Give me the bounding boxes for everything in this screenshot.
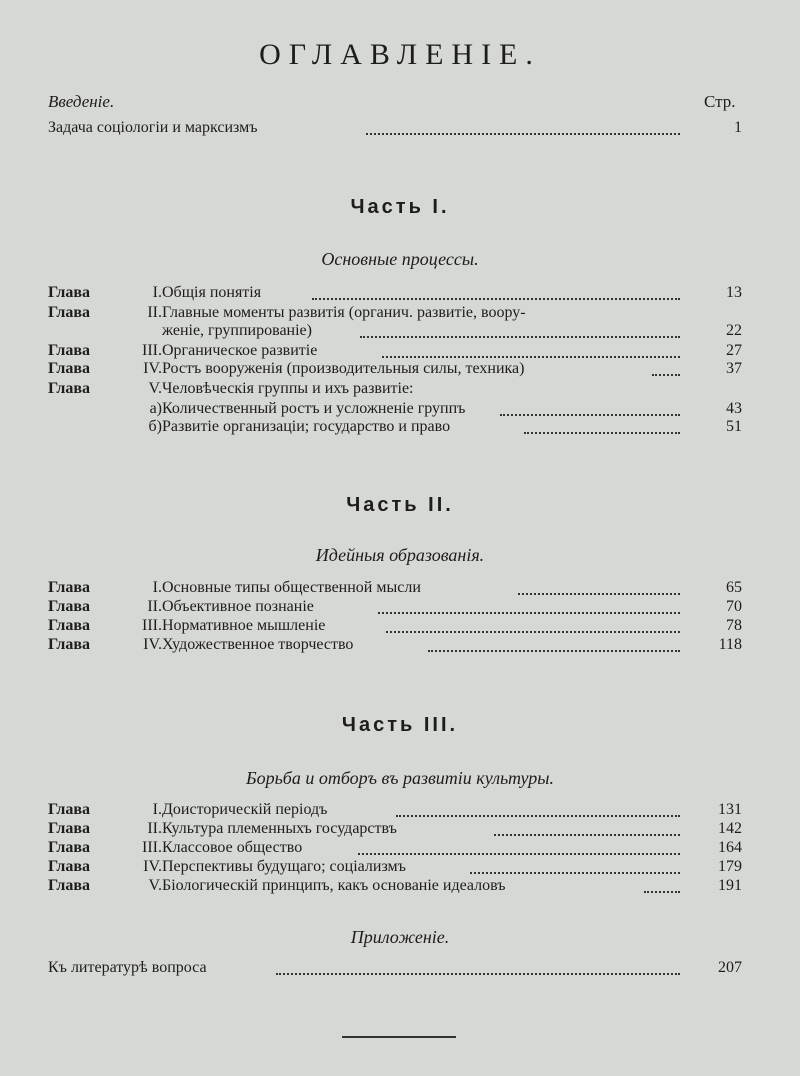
- chapter-number: I.: [152, 284, 162, 301]
- glava-label: Глава: [48, 598, 90, 615]
- entry-text: Художественное творчество: [162, 636, 354, 653]
- entry-page: 51: [726, 418, 742, 435]
- entry-text: Развитіе организаціи; государство и право: [162, 418, 451, 435]
- toc-entry-appendix: [48, 958, 742, 978]
- dot-leader: [652, 372, 680, 376]
- entry-page: 131: [718, 801, 742, 818]
- part-heading-3: Часть III.: [341, 714, 459, 736]
- entry-text: Біологическій принципъ, какъ основаніе идеаловъ: [162, 877, 506, 894]
- toc-entry: [48, 876, 742, 896]
- toc-entry: [48, 597, 742, 617]
- entry-text: Органическое развитіе: [162, 342, 318, 359]
- dot-leader: [358, 851, 680, 855]
- toc-entry: [48, 635, 742, 655]
- glava-label: Глава: [48, 380, 90, 397]
- glava-label: Глава: [48, 839, 90, 856]
- entry-page: 1: [734, 119, 742, 136]
- dot-leader: [378, 610, 680, 614]
- entry-page: 70: [726, 598, 742, 615]
- entry-text: Общія понятія: [162, 284, 262, 301]
- entry-page: 207: [718, 959, 742, 976]
- chapter-number: IV.: [143, 858, 162, 875]
- page-column-label: Стр.: [704, 92, 736, 111]
- section-title-1: Основные процессы.: [321, 249, 479, 269]
- toc-entry: [48, 800, 742, 820]
- part-heading-1: Часть I.: [350, 196, 450, 218]
- entry-text: женіе, группированіе): [162, 322, 312, 339]
- chapter-number: III.: [142, 342, 162, 359]
- glava-label: Глава: [48, 636, 90, 653]
- entry-page: 65: [726, 579, 742, 596]
- entry-page: 164: [718, 839, 742, 856]
- glava-label: Глава: [48, 801, 90, 818]
- toc-entry: [48, 838, 742, 858]
- toc-entry: [48, 341, 742, 361]
- toc-entry: [48, 379, 742, 399]
- chapter-number: IV.: [143, 636, 162, 653]
- dot-leader: [396, 813, 680, 817]
- toc-subentry: [48, 417, 742, 437]
- toc-entry: [48, 303, 742, 323]
- toc-entry: [48, 857, 742, 877]
- entry-text: Человѣческія группы и ихъ развитіе:: [162, 380, 414, 397]
- glava-label: Глава: [48, 858, 90, 875]
- toc-entry: [48, 578, 742, 598]
- chapter-number: II.: [147, 304, 162, 321]
- section-title-2: Идейныя образованія.: [315, 545, 485, 565]
- dot-leader: [524, 430, 680, 434]
- dot-leader: [494, 832, 680, 836]
- glava-label: Глава: [48, 579, 90, 596]
- glava-label: Глава: [48, 342, 90, 359]
- page-title: ОГЛАВЛЕНІЕ.: [259, 38, 541, 71]
- toc-entry-intro: [48, 118, 742, 138]
- glava-label: Глава: [48, 617, 90, 634]
- section-title-3: Борьба и отборъ въ развитіи культуры.: [246, 768, 554, 788]
- entry-text: Нормативное мышленіе: [162, 617, 326, 634]
- toc-entry: [48, 283, 742, 303]
- entry-page: 142: [718, 820, 742, 837]
- dot-leader: [276, 971, 680, 975]
- entry-page: 43: [726, 400, 742, 417]
- dot-leader: [470, 870, 680, 874]
- dot-leader: [428, 648, 680, 652]
- dot-leader: [518, 591, 680, 595]
- chapter-number: V.: [148, 380, 162, 397]
- entry-page: 118: [718, 636, 742, 653]
- part-heading-2: Часть II.: [346, 494, 454, 516]
- chapter-number: III.: [142, 617, 162, 634]
- bottom-rule: [342, 1036, 456, 1038]
- glava-label: Глава: [48, 877, 90, 894]
- toc-entry: [48, 819, 742, 839]
- entry-text: Перспективы будущаго; соціализмъ: [162, 858, 406, 875]
- entry-text: Главные моменты развитія (органич. развитіе, воору-: [162, 304, 526, 321]
- glava-label: Глава: [48, 284, 90, 301]
- toc-entry-continued: [48, 321, 742, 341]
- entry-text: Ростъ вооруженія (производительныя силы, техника): [162, 360, 525, 377]
- entry-text: Классовое общество: [162, 839, 303, 856]
- dot-leader: [312, 296, 680, 300]
- entry-text: Объективное познаніе: [162, 598, 314, 615]
- entry-text: Культура племенныхъ государствъ: [162, 820, 397, 837]
- entry-text: Задача соціологіи и марксизмъ: [48, 119, 258, 136]
- entry-text: Къ литературѣ вопроса: [48, 959, 207, 976]
- entry-page: 78: [726, 617, 742, 634]
- chapter-number: III.: [142, 839, 162, 856]
- entry-text: Доисторическій періодъ: [162, 801, 328, 818]
- dot-leader: [360, 334, 680, 338]
- glava-label: Глава: [48, 304, 90, 321]
- chapter-number: I.: [152, 801, 162, 818]
- dot-leader: [644, 889, 680, 893]
- entry-page: 191: [718, 877, 742, 894]
- appendix-title: Приложеніе.: [350, 927, 450, 947]
- dot-leader: [366, 131, 680, 135]
- chapter-number: II.: [147, 598, 162, 615]
- entry-page: 37: [726, 360, 742, 377]
- entry-page: 22: [726, 322, 742, 339]
- glava-label: Глава: [48, 820, 90, 837]
- toc-entry: [48, 616, 742, 636]
- chapter-number: I.: [152, 579, 162, 596]
- dot-leader: [386, 629, 680, 633]
- intro-label: Введеніе.: [48, 92, 115, 111]
- chapter-number: II.: [147, 820, 162, 837]
- subentry-label: б): [148, 418, 162, 435]
- entry-text: Основные типы общественной мысли: [162, 579, 421, 596]
- chapter-number: IV.: [143, 360, 162, 377]
- entry-page: 27: [726, 342, 742, 359]
- dot-leader: [500, 412, 680, 416]
- subentry-label: а): [149, 400, 162, 417]
- entry-text: Количественный ростъ и усложненіе группъ: [162, 400, 466, 417]
- dot-leader: [382, 354, 680, 358]
- chapter-number: V.: [148, 877, 162, 894]
- entry-page: 13: [726, 284, 742, 301]
- entry-page: 179: [718, 858, 742, 875]
- toc-entry: [48, 359, 742, 379]
- glava-label: Глава: [48, 360, 90, 377]
- toc-subentry: [48, 399, 742, 419]
